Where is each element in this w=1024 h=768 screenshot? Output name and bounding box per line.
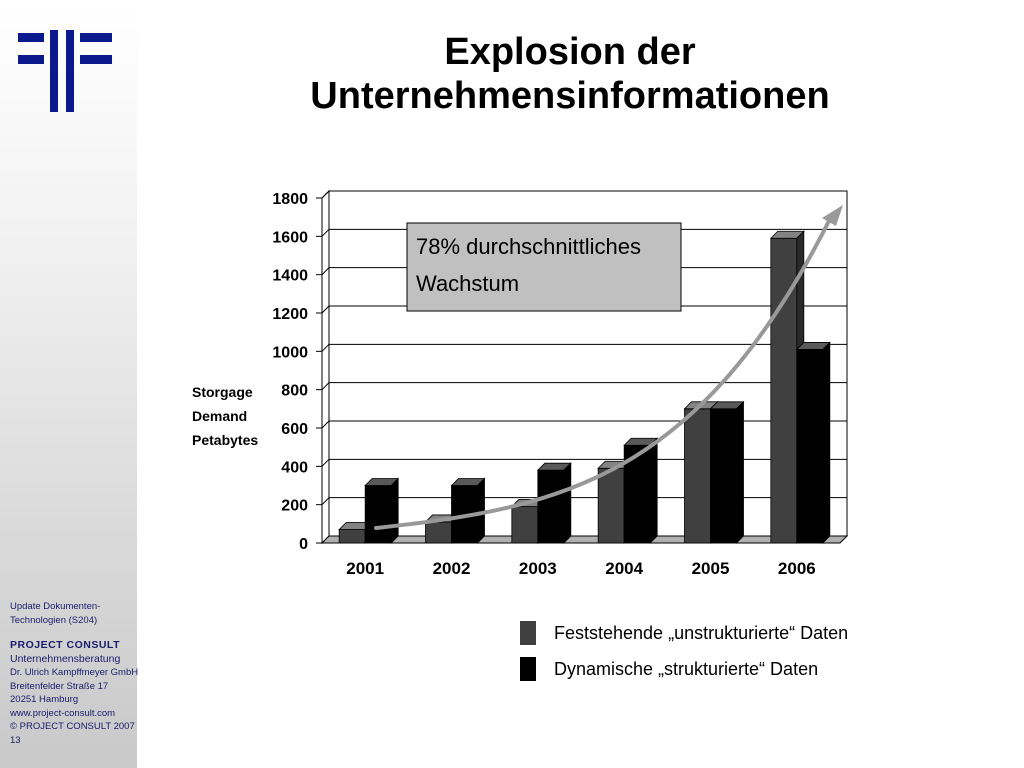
x-tick-label: 2005 xyxy=(691,559,730,578)
plot-floor xyxy=(322,536,847,543)
copyright-notice: © PROJECT CONSULT 2007 xyxy=(10,721,135,732)
growth-annotation-line2: Wachstum xyxy=(416,271,520,296)
bar xyxy=(339,530,365,543)
y-tick-label: 0 xyxy=(299,536,308,553)
bar xyxy=(797,349,823,543)
bar-side xyxy=(737,402,744,543)
bar-side xyxy=(564,463,571,543)
plot-side-wall xyxy=(322,191,329,543)
y-tick-label: 1200 xyxy=(272,306,308,323)
company-website[interactable]: www.project-consult.com xyxy=(10,707,116,719)
legend-label-unstructured: Feststehende „unstrukturierte“ Daten xyxy=(554,622,849,643)
bar-side xyxy=(391,479,398,544)
legend-item-structured xyxy=(520,651,848,687)
y-axis-label-line3: Petabytes xyxy=(192,432,259,448)
growth-annotation-line1: 78% durchschnittliches xyxy=(416,234,642,259)
x-tick-label: 2001 xyxy=(346,559,385,578)
company-city: 20251 Hamburg xyxy=(10,694,79,705)
y-axis-label-line2: Demand xyxy=(192,408,248,424)
bar-side xyxy=(823,342,830,543)
x-tick-label: 2006 xyxy=(777,559,816,578)
brand-name: PROJECT CONSULT xyxy=(10,639,120,651)
bar xyxy=(685,409,711,543)
y-tick-label: 1400 xyxy=(272,267,308,285)
y-tick-label: 1000 xyxy=(272,344,308,362)
x-tick-label: 2002 xyxy=(432,559,471,578)
bar-side xyxy=(650,438,657,543)
bar xyxy=(598,468,624,543)
bar xyxy=(426,522,452,543)
chart-legend xyxy=(520,615,848,687)
y-axis-label-line1: Storgage xyxy=(192,384,253,400)
x-tick-label: 2003 xyxy=(518,559,557,578)
page-number: 13 xyxy=(10,734,21,746)
course-title-line2: Technologien (S204) xyxy=(10,614,98,626)
y-tick-label: 1600 xyxy=(272,229,308,247)
company-name: Dr. Ulrich Kampffmeyer GmbH xyxy=(10,667,139,678)
course-title-line1: Update Dokumenten- xyxy=(10,601,101,612)
y-tick-label: 200 xyxy=(281,497,308,515)
legend-swatch-unstructured xyxy=(520,621,536,645)
legend-swatch-structured xyxy=(520,657,536,681)
y-tick-label: 600 xyxy=(281,421,308,438)
x-tick-label: 2004 xyxy=(605,559,644,578)
slide-title-line2: Unternehmensinformationen xyxy=(310,75,830,117)
bar xyxy=(512,507,538,543)
legend-label-structured: Dynamische „strukturierte“ Daten xyxy=(554,658,819,679)
slide-title-line1: Explosion der xyxy=(444,31,696,73)
company-street: Breitenfelder Straße 17 xyxy=(10,680,109,692)
bar xyxy=(538,470,564,543)
brand-tagline: Unternehmensberatung xyxy=(10,652,121,665)
y-tick-label: 400 xyxy=(281,459,308,477)
bar xyxy=(365,486,391,544)
y-tick-label: 800 xyxy=(281,382,308,400)
bar xyxy=(711,409,737,543)
legend-item-unstructured xyxy=(520,615,848,651)
y-tick-label: 1800 xyxy=(272,191,308,208)
